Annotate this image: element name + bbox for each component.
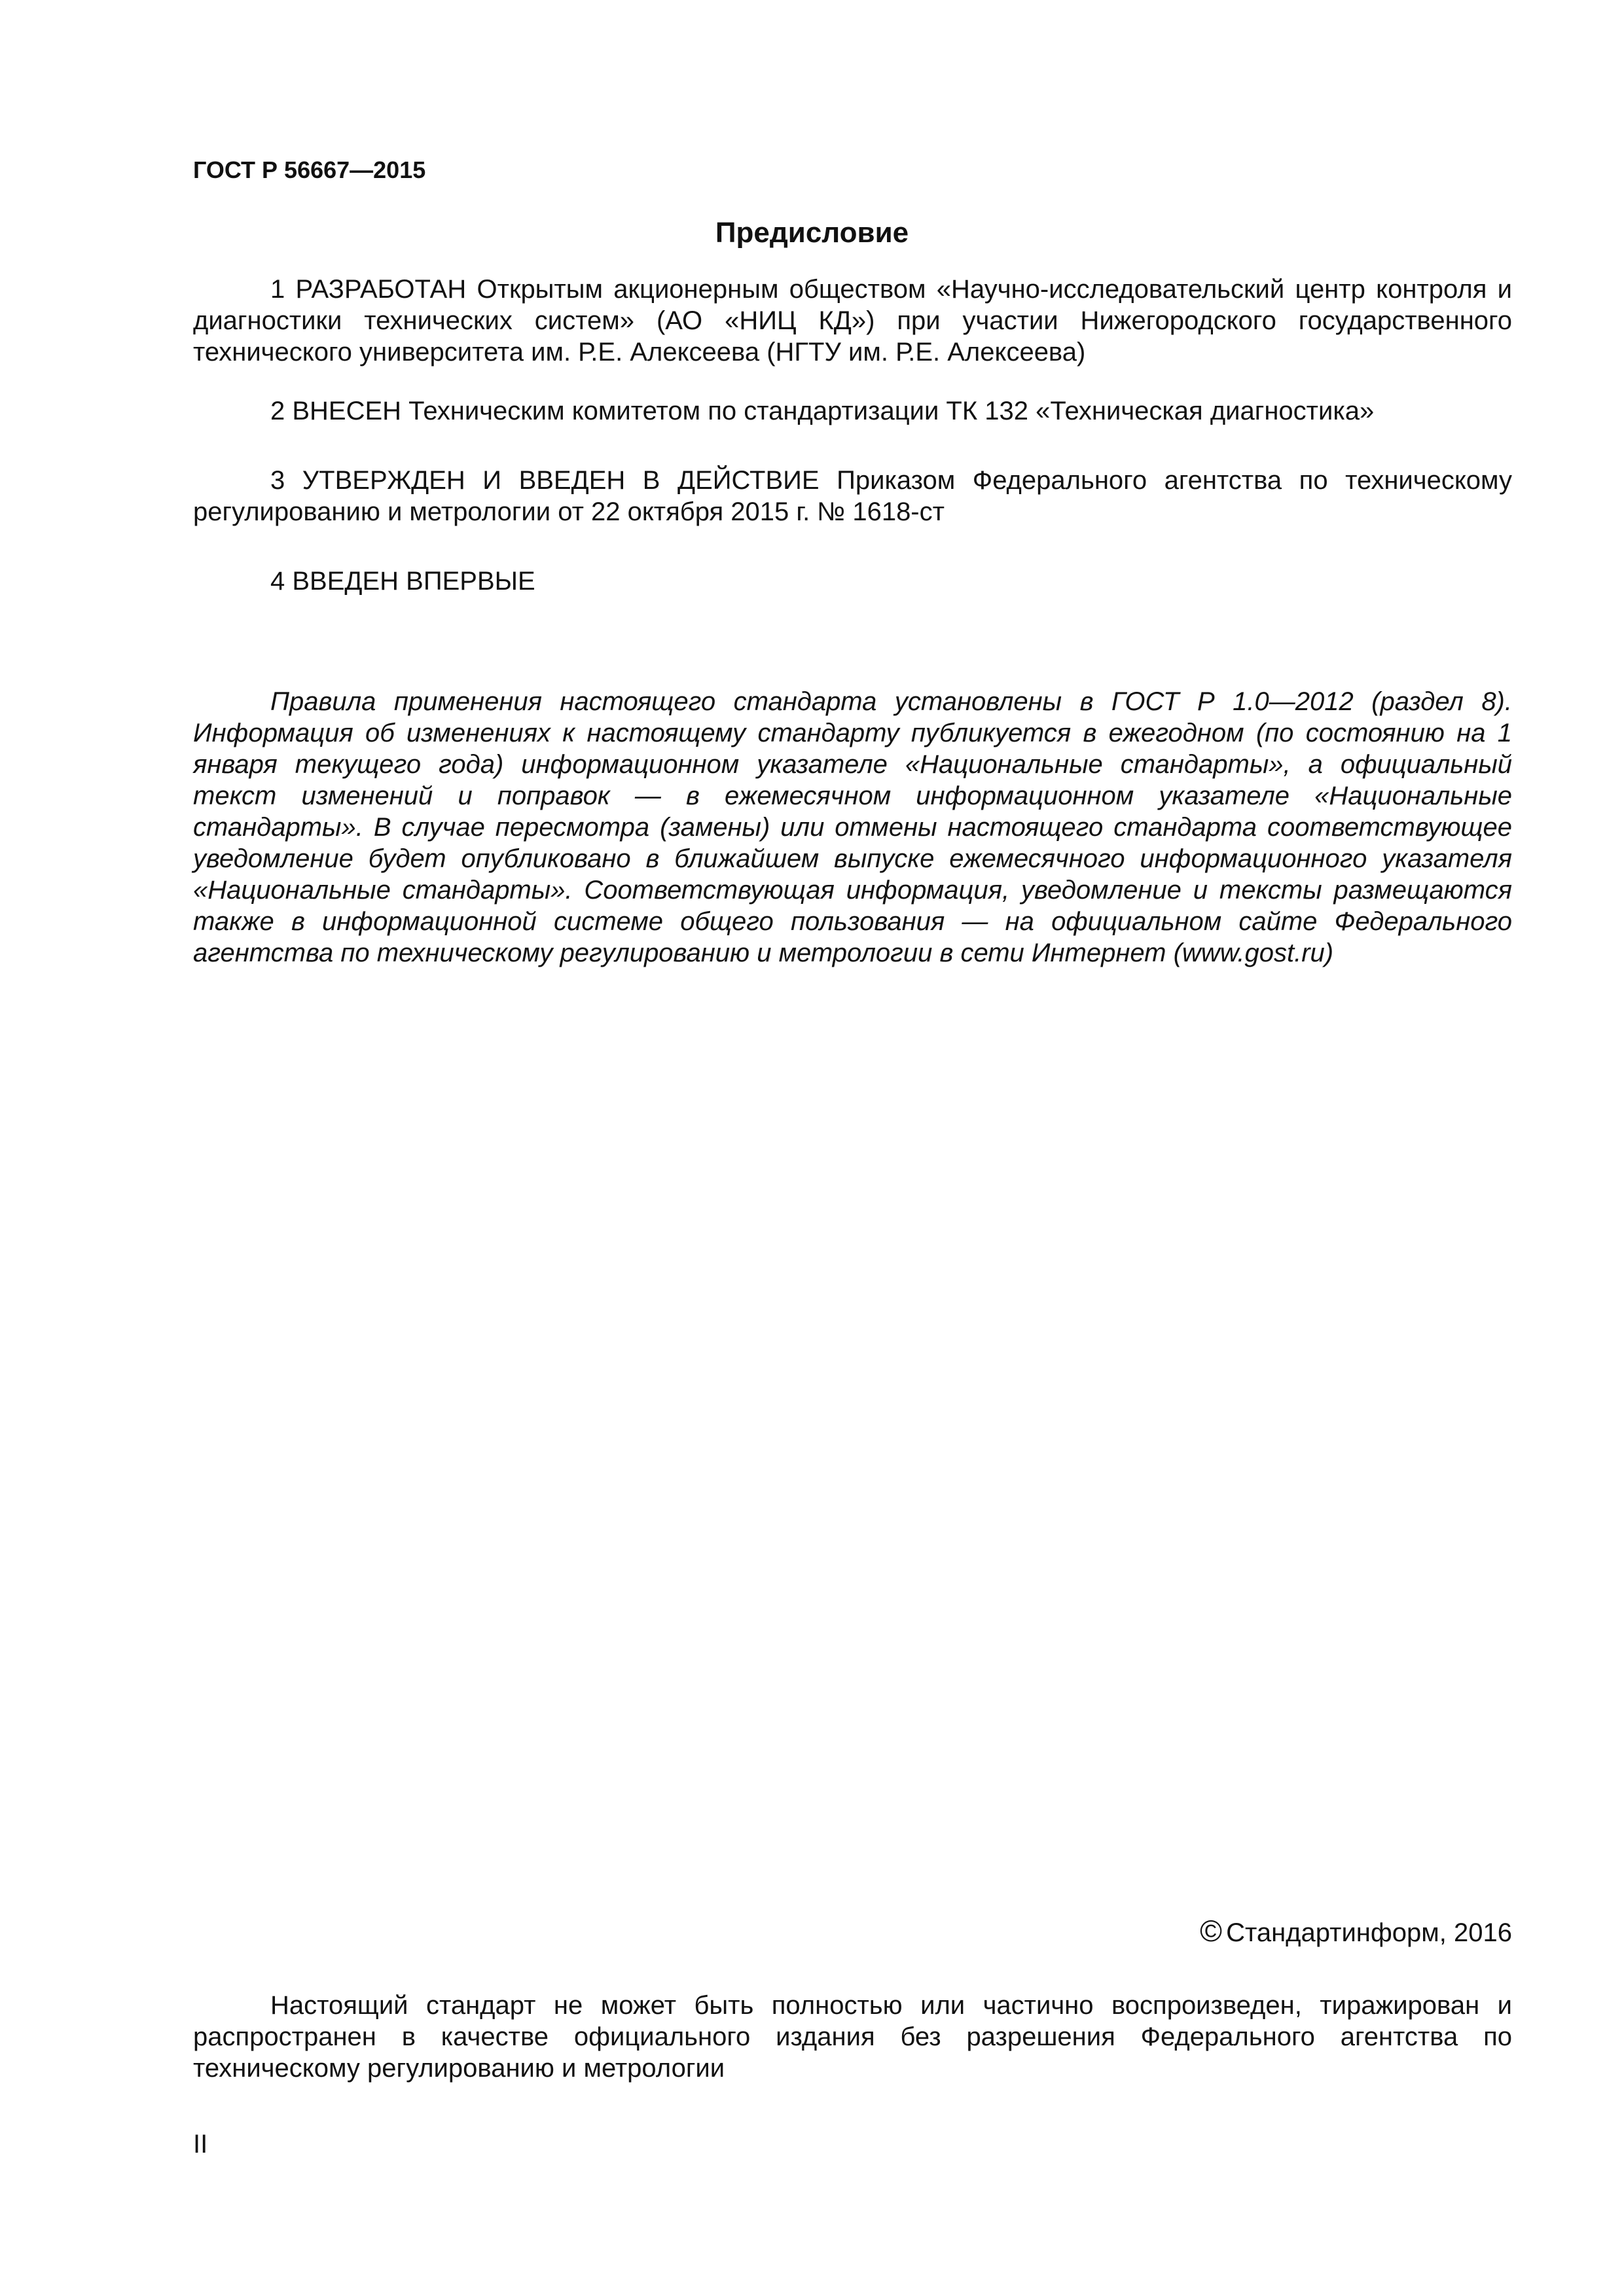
preface-item-developed: 1 РАЗРАБОТАН Открытым акционерным обществом «Научно-исследовательский центр контроля и диагностики технических систем» (АО «НИЦ КД») при участии Нижегородского государственного технического университета им. Р.Е. Алексеева (НГТУ им. Р.Е. Алексеева) [193, 275, 1512, 367]
page-number: II [193, 2130, 208, 2159]
reproduction-notice: Настоящий стандарт не может быть полностью или частично воспроизведен, тиражирован и распространен в качестве официального издания без разрешения Федерального агентства по техническому регулированию и метрологии [193, 1991, 1512, 2083]
copyright-line [1200, 1915, 1512, 1948]
preface-item-submitted: 2 ВНЕСЕН Техническим комитетом по стандартизации ТК 132 «Техническая диагностика» [270, 397, 1375, 425]
gost-number-header: ГОСТ Р 56667—2015 [193, 156, 426, 183]
copyright-text: Стандартинформ, 2016 [1226, 1918, 1512, 1947]
copyright-symbol: © [1200, 1914, 1223, 1948]
rules-of-application-notice: Правила применения настоящего стандарта установлены в ГОСТ Р 1.0—2012 (раздел 8). Информация об изменениях к настоящему стандарту публикуется в ежегодном (по состоянию на 1 января текущего года) информационном указателе «Национальные стандарты», а официальный текст изменений и поправок — в ежемесячном информационном указателе «Национальные стандарты». В случае пересмотра (замены) или отмены настоящего стандарта соответствующее уведомление будет опубликовано в ближайшем выпуске ежемесячного информационного указателя «Национальные стандарты». Соответствующая информация, уведомление и тексты размещаются также в информационной системе общего пользования — на официальном сайте Федерального агентства по техническому регулированию и метрологии в сети Интернет (www.gost.ru) [193, 687, 1512, 967]
preface-title: Предисловие [715, 217, 909, 249]
preface-item-introduced: 4 ВВЕДЕН ВПЕРВЫЕ [270, 567, 535, 596]
preface-item-approved: 3 УТВЕРЖДЕН И ВВЕДЕН В ДЕЙСТВИЕ Приказом Федерального агентства по техническому регулированию и метрологии от 22 октября 2015 г. № 1618-ст [193, 466, 1512, 526]
